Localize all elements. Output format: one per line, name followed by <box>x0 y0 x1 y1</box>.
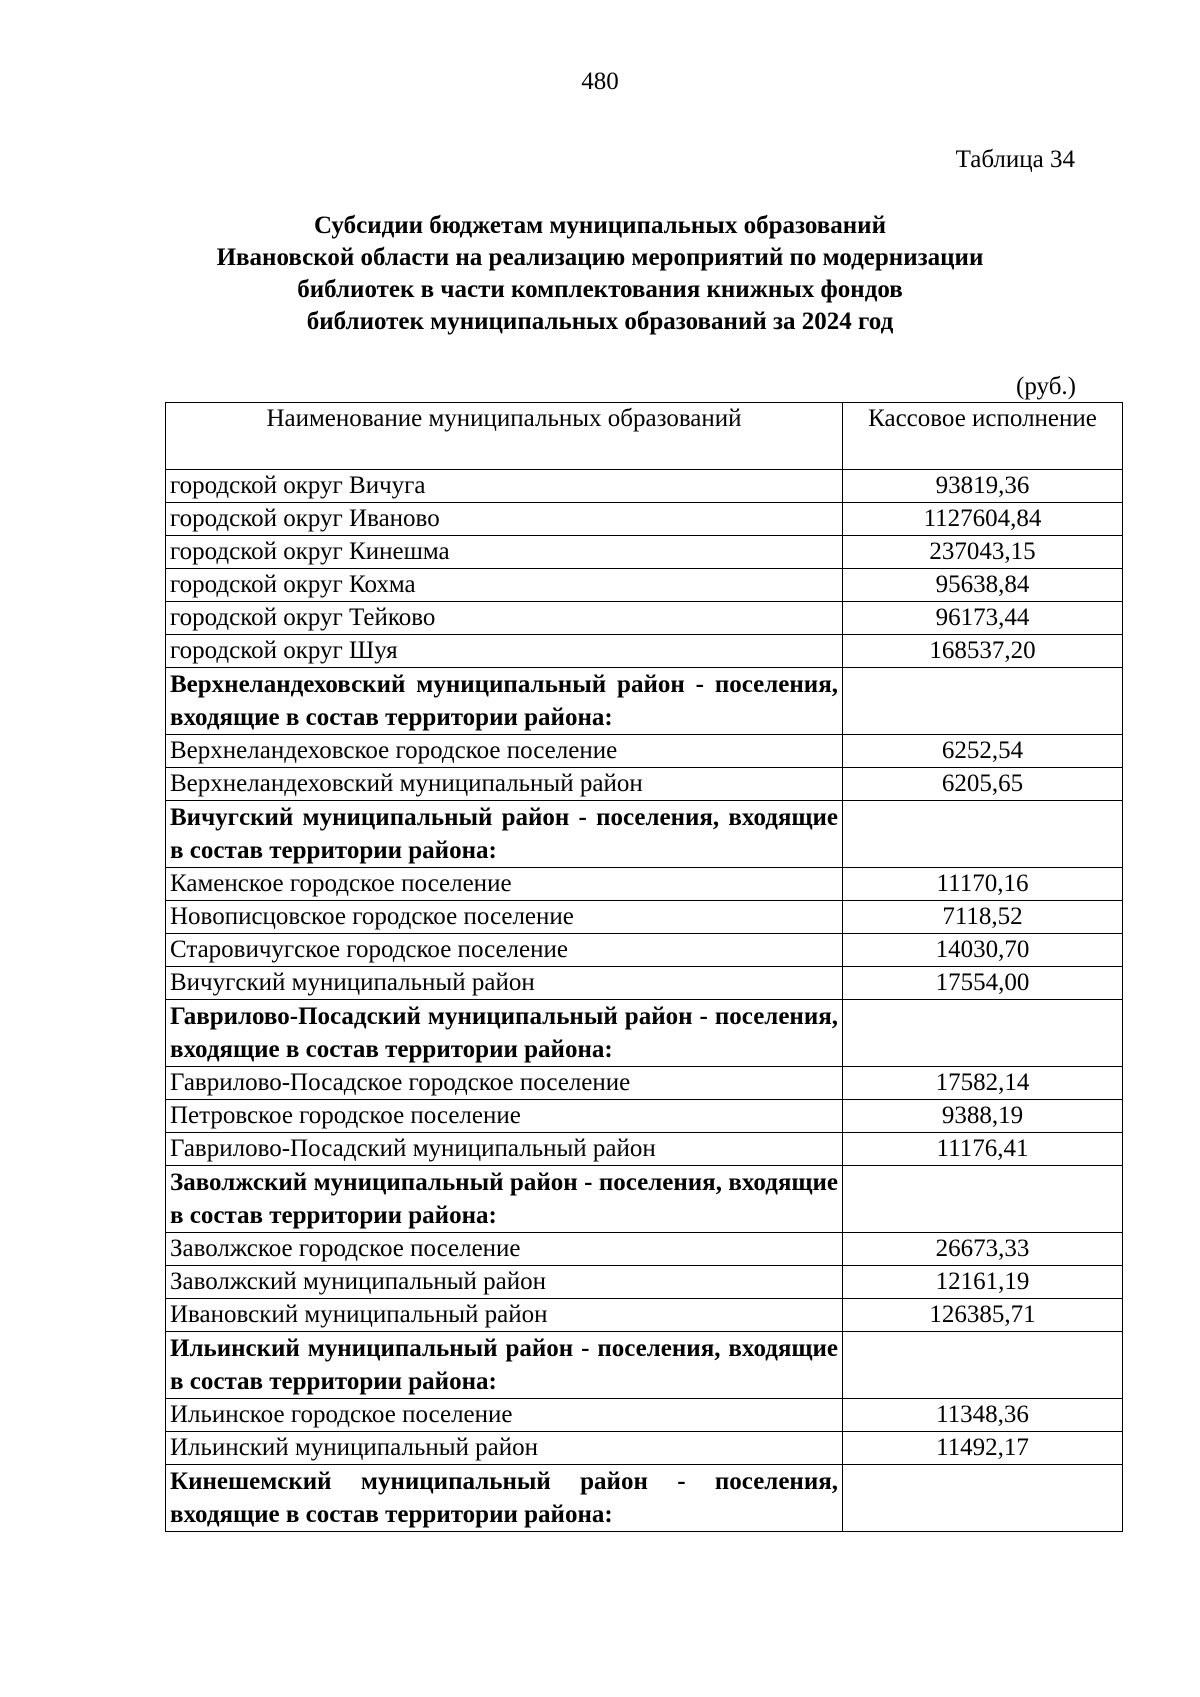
table-body <box>166 470 1123 1532</box>
table-label: Таблица 34 <box>955 146 1075 173</box>
municipality-name-cell: Петровское городское поселение <box>166 1100 843 1133</box>
table-group-row <box>166 1000 1123 1067</box>
cash-execution-cell <box>843 801 1123 868</box>
table-row <box>166 768 1123 801</box>
municipality-name-cell: Гаврилово-Посадский муниципальный район <box>166 1133 843 1166</box>
group-name-cell: Кинешемский муниципальный район - поселения, входящие в состав территории района: <box>166 1465 843 1532</box>
table-row <box>166 1266 1123 1299</box>
cash-execution-cell: 1127604,84 <box>843 503 1123 536</box>
header-name: Наименование муниципальных образований <box>166 403 843 470</box>
municipality-name-cell: городской округ Вичуга <box>166 470 843 503</box>
units-label: (руб.) <box>1016 373 1076 400</box>
cash-execution-cell: 17582,14 <box>843 1067 1123 1100</box>
header-value: Кассовое исполнение <box>843 403 1123 470</box>
table-group-row <box>166 1166 1123 1233</box>
table-row <box>166 1067 1123 1100</box>
subsidies-table <box>165 402 1123 1532</box>
municipality-name-cell: городской округ Тейково <box>166 602 843 635</box>
page-number: 480 <box>581 68 619 95</box>
table-group-row <box>166 1332 1123 1399</box>
cash-execution-cell <box>843 668 1123 735</box>
table-row <box>166 1100 1123 1133</box>
cash-execution-cell <box>843 1000 1123 1067</box>
cash-execution-cell: 11348,36 <box>843 1399 1123 1432</box>
table-row <box>166 901 1123 934</box>
municipality-name-cell: Новописцовское городское поселение <box>166 901 843 934</box>
municipality-name-cell: Заволжский муниципальный район <box>166 1266 843 1299</box>
municipality-name-cell: Верхнеландеховский муниципальный район <box>166 768 843 801</box>
table-row <box>166 1299 1123 1332</box>
table-row <box>166 602 1123 635</box>
cash-execution-cell: 126385,71 <box>843 1299 1123 1332</box>
cash-execution-cell: 168537,20 <box>843 635 1123 668</box>
cash-execution-cell: 17554,00 <box>843 967 1123 1000</box>
municipality-name-cell: городской округ Кинешма <box>166 536 843 569</box>
cash-execution-cell: 95638,84 <box>843 569 1123 602</box>
cash-execution-cell: 14030,70 <box>843 934 1123 967</box>
cash-execution-cell: 11176,41 <box>843 1133 1123 1166</box>
cash-execution-cell: 26673,33 <box>843 1233 1123 1266</box>
title-line: Субсидии бюджетам муниципальных образований <box>314 212 886 239</box>
group-name-cell: Гаврилово-Посадский муниципальный район - поселения, входящие в состав территории района: <box>166 1000 843 1067</box>
municipality-name-cell: Ильинское городское поселение <box>166 1399 843 1432</box>
municipality-name-cell: Вичугский муниципальный район <box>166 967 843 1000</box>
table-row <box>166 1399 1123 1432</box>
municipality-name-cell: Верхнеландеховское городское поселение <box>166 735 843 768</box>
table-row <box>166 1233 1123 1266</box>
document-title <box>0 210 1200 338</box>
municipality-name-cell: Заволжское городское поселение <box>166 1233 843 1266</box>
table-row <box>166 735 1123 768</box>
municipality-name-cell: Ильинский муниципальный район <box>166 1432 843 1465</box>
cash-execution-cell: 96173,44 <box>843 602 1123 635</box>
municipality-name-cell: городской округ Шуя <box>166 635 843 668</box>
group-name-cell: Вичугский муниципальный район - поселения, входящие в состав территории района: <box>166 801 843 868</box>
title-line: Ивановской области на реализацию мероприятий по модернизации <box>216 244 984 271</box>
cash-execution-cell: 11170,16 <box>843 868 1123 901</box>
cash-execution-cell: 9388,19 <box>843 1100 1123 1133</box>
cash-execution-cell: 6252,54 <box>843 735 1123 768</box>
table-row <box>166 635 1123 668</box>
table-group-row <box>166 1465 1123 1532</box>
cash-execution-cell: 11492,17 <box>843 1432 1123 1465</box>
municipality-name-cell: городской округ Кохма <box>166 569 843 602</box>
table-group-row <box>166 668 1123 735</box>
title-line: библиотек в части комплектования книжных фондов <box>297 276 903 303</box>
table-row <box>166 868 1123 901</box>
table-row <box>166 934 1123 967</box>
table-row <box>166 967 1123 1000</box>
municipality-name-cell: Каменское городское поселение <box>166 868 843 901</box>
cash-execution-cell <box>843 1166 1123 1233</box>
cash-execution-cell: 6205,65 <box>843 768 1123 801</box>
cash-execution-cell <box>843 1465 1123 1532</box>
cash-execution-cell <box>843 1332 1123 1399</box>
cash-execution-cell: 93819,36 <box>843 470 1123 503</box>
municipality-name-cell: Гаврилово-Посадское городское поселение <box>166 1067 843 1100</box>
group-name-cell: Верхнеландеховский муниципальный район - поселения, входящие в состав территории района: <box>166 668 843 735</box>
table-row <box>166 503 1123 536</box>
group-name-cell: Ильинский муниципальный район - поселения, входящие в состав территории района: <box>166 1332 843 1399</box>
cash-execution-cell: 12161,19 <box>843 1266 1123 1299</box>
municipality-name-cell: Ивановский муниципальный район <box>166 1299 843 1332</box>
cash-execution-cell: 7118,52 <box>843 901 1123 934</box>
table-row <box>166 1133 1123 1166</box>
title-line: библиотек муниципальных образований за 2024 год <box>306 308 894 335</box>
municipality-name-cell: городской округ Иваново <box>166 503 843 536</box>
table-row <box>166 536 1123 569</box>
municipality-name-cell: Старовичугское городское поселение <box>166 934 843 967</box>
cash-execution-cell: 237043,15 <box>843 536 1123 569</box>
table-group-row <box>166 801 1123 868</box>
group-name-cell: Заволжский муниципальный район - поселения, входящие в состав территории района: <box>166 1166 843 1233</box>
table-header-row <box>166 403 1123 470</box>
table-row <box>166 1432 1123 1465</box>
table-row <box>166 470 1123 503</box>
table-row <box>166 569 1123 602</box>
